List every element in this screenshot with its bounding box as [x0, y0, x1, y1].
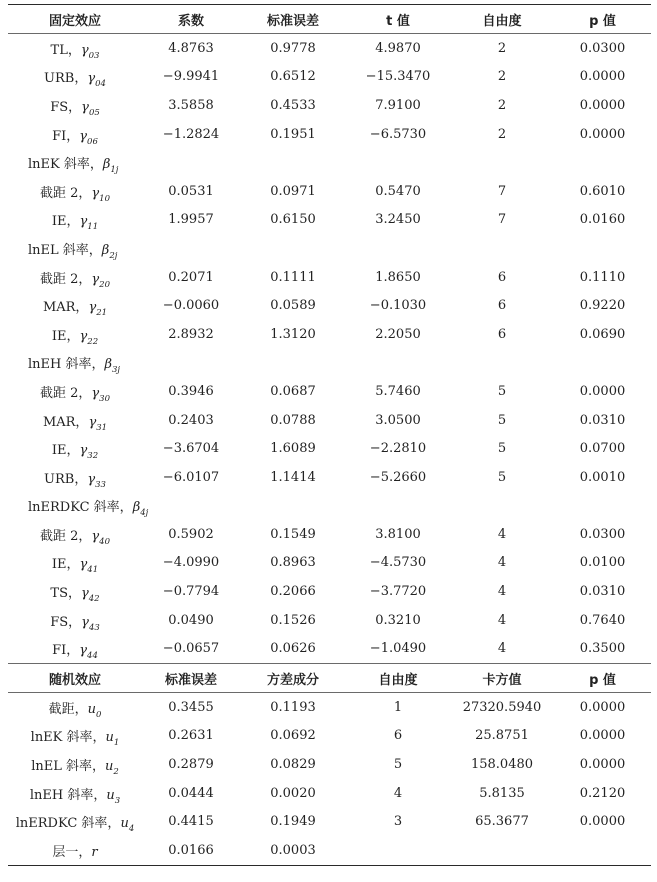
coef-cell: 3.5858 [168, 97, 214, 113]
effect-label [8, 726, 142, 749]
effect-label [8, 525, 142, 547]
effect-label [8, 182, 142, 204]
variance-cell: 0.1193 [270, 699, 316, 715]
effect-label [8, 153, 119, 176]
effect-name: lnEK 斜率， [28, 157, 103, 173]
effect-symbol: β [132, 500, 141, 516]
effect-label [8, 496, 149, 519]
variance-cell: 0.0692 [270, 728, 316, 744]
t-cell: 0.3210 [375, 612, 421, 628]
table-row [8, 377, 651, 406]
effect-subscript: 21 [96, 308, 108, 319]
df-cell: 5 [497, 383, 507, 399]
t-cell: 0.5470 [375, 183, 421, 199]
df-cell: 4 [497, 584, 507, 600]
effect-subscript: 1j [110, 165, 119, 176]
p-cell: 0.0310 [579, 584, 626, 600]
effect-subscript: 4j [140, 508, 149, 519]
df-cell: 5 [497, 441, 507, 457]
p-cell: 0.0010 [579, 469, 626, 485]
p-cell: 0.0160 [579, 212, 626, 228]
effect-label [8, 96, 142, 118]
coef-cell: −0.0060 [162, 298, 220, 314]
effect-symbol: u [105, 759, 114, 775]
effect-name: lnERDKC 斜率， [15, 816, 121, 832]
p-cell: 0.0000 [579, 728, 626, 744]
table-row [8, 63, 651, 92]
header-coef: 系数 [177, 13, 204, 29]
effect-symbol: γ [79, 557, 88, 573]
coef-cell: −4.0990 [162, 555, 220, 571]
effect-subscript: 41 [87, 565, 99, 576]
effect-symbol: u [120, 816, 129, 832]
t-cell: −5.2660 [369, 469, 427, 485]
coef-cell: −6.0107 [162, 469, 220, 485]
fixed-effects-body [8, 34, 651, 663]
effect-symbol: γ [87, 471, 96, 487]
effect-name: FI， [52, 643, 80, 659]
coef-cell: −9.9941 [162, 69, 220, 85]
t-cell: 2.2050 [375, 326, 421, 342]
se-cell: 0.1549 [270, 526, 316, 542]
se-cell: 0.2879 [168, 757, 214, 773]
p-cell: 0.7640 [579, 612, 626, 628]
effect-subscript: 0 [95, 709, 102, 720]
effect-symbol: γ [81, 99, 89, 115]
effect-subscript: 32 [87, 451, 99, 462]
se-cell: 0.6512 [270, 69, 316, 85]
p-cell: 0.0700 [579, 441, 626, 457]
table-row [8, 634, 651, 663]
random-effects-body [8, 693, 651, 865]
fixed-header-row [8, 5, 651, 33]
se-cell: 1.1414 [270, 469, 316, 485]
effect-label [8, 239, 118, 261]
chi-cell: 65.3677 [475, 814, 529, 830]
df-cell: 2 [497, 97, 507, 113]
effect-subscript: 43 [88, 622, 100, 633]
group-row [8, 492, 651, 521]
p-cell: 0.6010 [579, 183, 626, 199]
df-cell: 2 [497, 69, 507, 85]
table-row [8, 406, 651, 435]
effect-subscript: 4 [128, 824, 135, 835]
effect-symbol: γ [91, 385, 100, 401]
p-cell: 0.0690 [579, 326, 626, 342]
effect-symbol: γ [88, 414, 97, 430]
effect-label [8, 268, 142, 290]
effect-label [8, 611, 142, 633]
df-cell: 4 [497, 526, 507, 542]
se-cell: 0.1526 [270, 612, 316, 628]
effect-subscript: 03 [88, 50, 100, 61]
df-cell: 7 [497, 212, 507, 228]
effect-name: 截距 2， [39, 385, 92, 401]
df-cell: 6 [393, 728, 403, 744]
se-cell: 0.0589 [270, 298, 316, 314]
p-cell: 0.0000 [579, 814, 626, 830]
se-cell: 0.4415 [168, 814, 214, 830]
table-row [8, 177, 651, 206]
effect-name: lnEL 斜率， [28, 242, 102, 258]
df-cell: 2 [497, 126, 507, 142]
table-row [8, 549, 651, 578]
effect-label [8, 639, 142, 662]
table-row [8, 750, 651, 779]
effect-name: lnEL 斜率， [31, 759, 105, 775]
effect-label [8, 125, 142, 147]
df-cell: 4 [393, 785, 403, 801]
effect-name: IE， [51, 328, 80, 344]
table-row [8, 91, 651, 120]
header-variance: 方差成分 [266, 672, 319, 688]
effect-symbol: γ [80, 586, 89, 602]
effect-name: MAR， [42, 300, 89, 316]
t-cell: −4.5730 [369, 555, 427, 571]
effect-symbol: u [106, 787, 115, 803]
header-chi-square: 卡方值 [482, 672, 522, 688]
effect-name: FI， [52, 128, 80, 144]
effect-subscript: 06 [87, 136, 98, 147]
effect-symbol: u [105, 730, 114, 746]
chi-cell: 25.8751 [475, 728, 529, 744]
t-cell: −2.2810 [369, 441, 427, 457]
effect-symbol: γ [79, 128, 88, 144]
table-row [8, 463, 651, 492]
effect-label [8, 39, 142, 61]
effect-symbol: γ [88, 300, 97, 316]
df-cell: 5 [497, 412, 507, 428]
coef-cell: 0.3946 [168, 383, 214, 399]
effect-name: IE， [51, 557, 80, 573]
effect-subscript: 31 [96, 422, 108, 433]
df-cell: 6 [497, 269, 507, 285]
effect-subscript: 33 [95, 479, 106, 490]
effect-subscript: 40 [99, 536, 110, 547]
header-t: t 值 [386, 13, 410, 29]
df-cell: 5 [497, 469, 507, 485]
effect-label [8, 841, 142, 860]
table-row [8, 206, 651, 235]
p-cell: 0.3500 [579, 641, 626, 657]
effect-name: FS， [50, 614, 82, 630]
effect-label [8, 755, 142, 778]
df-cell: 4 [497, 555, 507, 571]
t-cell: −0.1030 [369, 298, 427, 314]
effect-label [8, 812, 142, 835]
header-fixed-effect: 固定效应 [48, 13, 101, 29]
t-cell: 5.7460 [375, 383, 421, 399]
group-row [8, 349, 651, 378]
table-row [8, 263, 651, 292]
table-row [8, 693, 651, 722]
df-cell: 4 [497, 641, 507, 657]
effect-symbol: β [101, 242, 110, 258]
effect-name: URB， [44, 471, 88, 487]
coef-cell: −0.0657 [162, 641, 220, 657]
effect-name: 层一， [52, 844, 92, 860]
se-cell: 0.2066 [270, 584, 316, 600]
table-row [8, 836, 651, 865]
effect-label [8, 382, 142, 404]
p-cell: 0.1110 [579, 269, 626, 285]
se-cell: 0.4533 [270, 97, 316, 113]
random-header-row [8, 664, 651, 692]
effect-name: 截距， [48, 701, 88, 717]
effect-symbol: γ [79, 214, 88, 230]
bottom-rule [8, 865, 651, 866]
effect-symbol: γ [87, 71, 96, 87]
chi-cell: 27320.5940 [462, 699, 542, 715]
effect-name: lnEH 斜率， [29, 787, 107, 803]
effect-symbol: r [91, 844, 98, 860]
effect-name: lnERDKC 斜率， [28, 500, 133, 516]
df-cell: 6 [497, 326, 507, 342]
df-cell: 3 [393, 814, 403, 830]
chi-cell: 5.8135 [479, 785, 525, 801]
effect-subscript: 2j [109, 250, 118, 261]
effect-name: URB， [44, 71, 88, 87]
effect-name: 截距 2， [39, 271, 92, 287]
se-cell: 0.1951 [270, 126, 316, 142]
t-cell: 4.9870 [375, 40, 421, 56]
effect-symbol: γ [81, 614, 89, 630]
header-random-effect: 随机效应 [48, 672, 101, 688]
se-cell: 0.8963 [270, 555, 316, 571]
se-cell: 0.0788 [270, 412, 316, 428]
t-cell: −6.5730 [369, 126, 427, 142]
effect-name: TL， [50, 42, 81, 58]
t-cell: 7.9100 [375, 97, 421, 113]
effect-subscript: 3 [114, 795, 121, 806]
group-row [8, 148, 651, 177]
df-cell: 6 [497, 298, 507, 314]
effect-label [8, 353, 121, 376]
p-cell: 0.0000 [579, 69, 626, 85]
se-cell: 0.0626 [270, 641, 316, 657]
regression-table [8, 4, 651, 866]
table-row [8, 577, 651, 606]
effect-symbol: γ [80, 42, 89, 58]
se-cell: 1.3120 [270, 326, 316, 342]
effect-subscript: 22 [87, 336, 99, 347]
t-cell: −3.7720 [369, 584, 427, 600]
p-cell: 0.0300 [579, 40, 626, 56]
effect-symbol: β [102, 157, 111, 173]
table-row [8, 722, 651, 751]
effect-subscript: 3j [112, 365, 121, 376]
table-row [8, 34, 651, 63]
p-cell: 0.0000 [579, 757, 626, 773]
t-cell: −1.0490 [369, 641, 427, 657]
p-cell: 0.0100 [579, 555, 626, 571]
se-cell: 0.9778 [270, 40, 316, 56]
effect-name: 截距 2， [39, 185, 92, 201]
t-cell: 1.8650 [375, 269, 421, 285]
se-cell: 0.0971 [270, 183, 316, 199]
variance-cell: 0.0020 [270, 785, 316, 801]
effect-name: IE， [51, 214, 80, 230]
header-df: 自由度 [482, 13, 522, 29]
p-cell: 0.0000 [579, 126, 626, 142]
effect-symbol: γ [91, 528, 100, 544]
effect-symbol: β [104, 357, 113, 373]
effect-symbol: γ [79, 443, 88, 459]
table-row [8, 434, 651, 463]
effect-name: 截距 2， [39, 528, 92, 544]
coef-cell: 2.8932 [168, 326, 214, 342]
effect-label [8, 411, 142, 433]
effect-name: MAR， [42, 414, 89, 430]
table-row [8, 120, 651, 149]
df-cell: 7 [497, 183, 507, 199]
effect-subscript: 04 [95, 79, 106, 90]
effect-name: lnEH 斜率， [28, 357, 105, 373]
effect-label [8, 784, 142, 806]
se-cell: 0.1111 [270, 269, 316, 285]
coef-cell: 0.0490 [168, 612, 214, 628]
variance-cell: 0.0829 [270, 757, 316, 773]
coef-cell: −3.6704 [162, 441, 220, 457]
effect-label [8, 553, 142, 576]
group-row [8, 234, 651, 263]
effect-name: FS， [50, 99, 82, 115]
se-cell: 0.2631 [168, 728, 214, 744]
effect-name: IE， [51, 443, 80, 459]
effect-symbol: u [87, 701, 96, 717]
se-cell: 0.3455 [168, 699, 214, 715]
effect-label [8, 582, 142, 605]
variance-cell: 0.1949 [270, 814, 316, 830]
effect-subscript: 11 [87, 222, 99, 233]
effect-label [8, 296, 142, 319]
table-row [8, 520, 651, 549]
effect-subscript: 42 [88, 594, 100, 605]
effect-label [8, 439, 142, 462]
se-cell: 0.0444 [168, 785, 214, 801]
df-cell: 2 [497, 40, 507, 56]
coef-cell: 4.8763 [168, 40, 214, 56]
p-cell: 0.0300 [579, 526, 626, 542]
p-cell: 0.9220 [579, 298, 626, 314]
t-cell: 3.8100 [375, 526, 421, 542]
df-cell: 4 [497, 612, 507, 628]
effect-subscript: 1 [113, 738, 120, 749]
header-random-se: 标准误差 [164, 672, 217, 688]
t-cell: 3.0500 [375, 412, 421, 428]
effect-subscript: 20 [99, 279, 110, 290]
table-row [8, 320, 651, 349]
header-random-df: 自由度 [378, 672, 418, 688]
se-cell: 0.6150 [270, 212, 316, 228]
effect-subscript: 10 [99, 193, 110, 204]
table-row [8, 291, 651, 320]
table-row [8, 779, 651, 808]
t-cell: −15.3470 [365, 69, 431, 85]
header-random-p: p 值 [589, 672, 616, 688]
df-cell: 5 [393, 757, 403, 773]
p-cell: 0.2120 [579, 785, 626, 801]
table-row [8, 606, 651, 635]
header-se: 标准误差 [266, 13, 319, 29]
coef-cell: −0.7794 [162, 584, 220, 600]
effect-label [8, 210, 142, 233]
effect-label [8, 468, 142, 490]
effect-subscript: 44 [87, 651, 98, 662]
p-cell: 0.0000 [579, 699, 626, 715]
df-cell: 1 [393, 699, 403, 715]
effect-label [8, 67, 142, 90]
effect-symbol: γ [79, 328, 88, 344]
effect-subscript: 05 [88, 107, 100, 118]
coef-cell: 0.5902 [168, 526, 214, 542]
p-cell: 0.0000 [579, 383, 626, 399]
table-row [8, 807, 651, 836]
effect-symbol: γ [79, 643, 88, 659]
effect-symbol: γ [91, 271, 100, 287]
chi-cell: 158.0480 [470, 757, 534, 773]
se-cell: 0.0687 [270, 383, 316, 399]
effect-label [8, 325, 142, 347]
header-p: p 值 [589, 13, 616, 29]
effect-label [8, 698, 142, 720]
t-cell: 3.2450 [375, 212, 421, 228]
p-cell: 0.0000 [579, 97, 626, 113]
coef-cell: 0.2403 [168, 412, 214, 428]
p-cell: 0.0310 [579, 412, 626, 428]
effect-symbol: γ [91, 185, 100, 201]
variance-cell: 0.0003 [270, 842, 316, 858]
coef-cell: 0.2071 [168, 269, 214, 285]
coef-cell: 0.0531 [168, 183, 214, 199]
effect-subscript: 30 [99, 393, 110, 404]
se-cell: 1.6089 [270, 441, 316, 457]
effect-name: lnEK 斜率， [30, 730, 106, 746]
effect-subscript: 2 [113, 767, 119, 778]
effect-name: TS， [50, 586, 81, 602]
coef-cell: −1.2824 [162, 126, 220, 142]
coef-cell: 1.9957 [168, 212, 214, 228]
se-cell: 0.0166 [168, 842, 214, 858]
